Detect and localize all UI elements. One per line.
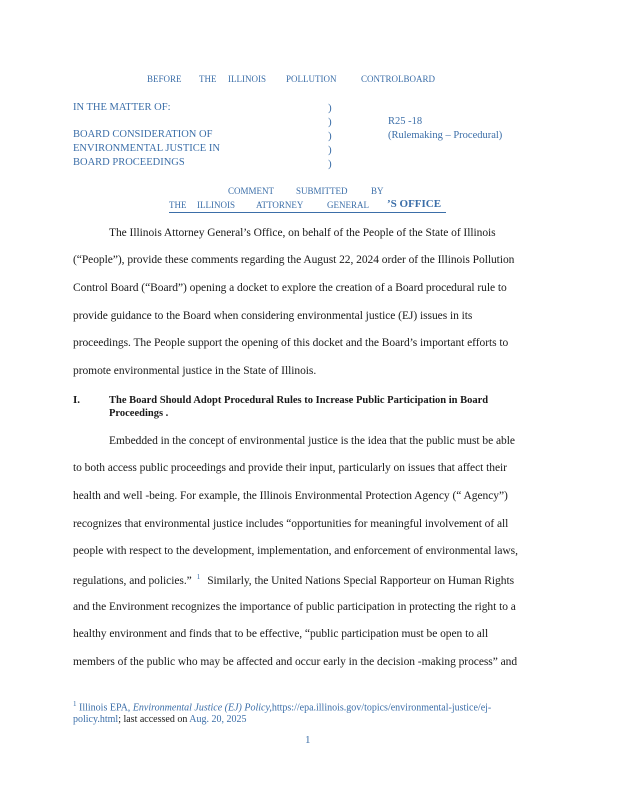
matter-line: BOARD CONSIDERATION OF [73, 129, 213, 140]
comment-word: THE [169, 200, 187, 210]
section-heading-line: The Board Should Adopt Procedural Rules to Increase Public Participation in Board [109, 395, 489, 406]
comment-word: SUBMITTED [296, 186, 348, 196]
docket-type: (Rulemaking – Procedural) [388, 130, 503, 141]
caption-word: POLLUTION [286, 74, 337, 84]
caption-paren: ) [328, 130, 332, 142]
caption-word: BEFORE [147, 74, 182, 84]
paragraph-line: proceedings. The People support the opening of this docket and the Board’s important efforts to [73, 337, 509, 349]
comment-word: GENERAL [327, 200, 369, 210]
paragraph-text: Similarly, the United Nations Special Rapporteur on Human Rights [207, 574, 515, 587]
docket-number: R25 -18 [388, 116, 423, 127]
caption-paren: ) [328, 116, 332, 128]
footnote-url[interactable]: https://epa.illinois.gov/topics/environmental [271, 702, 449, 714]
caption-paren: ) [328, 102, 332, 114]
paragraph-line: people with respect to the development, implementation, and enforcement of environmental laws, [73, 545, 518, 557]
comment-word: ILLINOIS [197, 200, 235, 210]
footnote-url[interactable]: policy.html [73, 714, 119, 725]
footnote-source: Illinois EPA, [79, 702, 131, 714]
section-heading-line: Proceedings . [109, 408, 169, 419]
comment-word: BY [371, 186, 384, 196]
footnote-number: 1 [73, 700, 77, 708]
comment-word: ATTORNEY [256, 200, 304, 210]
paragraph-text: regulations, and policies.” [73, 574, 192, 587]
caption-word: CONTROLBOARD [361, 74, 436, 84]
comment-word: COMMENT [228, 186, 275, 196]
matter-line: ENVIRONMENTAL JUSTICE IN [73, 143, 220, 154]
caption-word: ILLINOIS [228, 74, 266, 84]
paragraph-line: to both access public proceedings and provide their input, particularly on issues that affect their [73, 462, 507, 474]
paragraph-line: provide guidance to the Board when considering environmental justice (EJ) issues in its [73, 310, 473, 322]
paragraph-line [73, 573, 514, 587]
paragraph-line: Embedded in the concept of environmental justice is the idea that the public must be able [109, 435, 515, 447]
paragraph-line: The Illinois Attorney General’s Office, on behalf of the People of the State of Illinois [109, 227, 496, 239]
paragraph-line: members of the public who may be affected and occur early in the decision -making process” and [73, 656, 518, 668]
footnote-url[interactable]: -justice/ej- [448, 702, 492, 714]
page-number: 1 [305, 734, 311, 746]
caption-paren: ) [328, 158, 332, 170]
matter-line: BOARD PROCEEDINGS [73, 157, 185, 168]
footnote-title: Environmental Justice (EJ) Policy, [132, 702, 272, 714]
comment-word: ’S OFFICE [387, 198, 442, 210]
footnote-ref[interactable]: 1 [196, 573, 201, 581]
paragraph-line: (“People”), provide these comments regarding the August 22, 2024 order of the Illinois Pollution [73, 254, 515, 266]
paragraph-line: recognizes that environmental justice includes “opportunities for meaningful involvement of all [73, 518, 509, 530]
matter-label: IN THE MATTER OF: [73, 102, 171, 113]
comment-title-line2 [169, 199, 446, 213]
paragraph-line: and the Environment recognizes the importance of public participation in protecting the right to a [73, 601, 516, 613]
paragraph-line: healthy environment and finds that to be effective, “public participation must be open to all [73, 628, 489, 640]
caption-paren: ) [328, 144, 332, 156]
paragraph-line: promote environmental justice in the State of Illinois. [73, 365, 317, 377]
footnote-accessed: ; last accessed on [118, 714, 188, 725]
footnote-line [73, 700, 491, 713]
paragraph-line: health and well -being. For example, the Illinois Environmental Protection Agency (“ Agency”) [73, 490, 508, 502]
paragraph-line: Control Board (“Board”) opening a docket to explore the creation of a Board procedural rule to [73, 282, 507, 294]
footnote-date: Aug. 20, 2025 [189, 714, 247, 725]
caption-word: THE [199, 74, 217, 84]
footnote-line [73, 714, 247, 725]
section-number: I. [73, 394, 81, 406]
